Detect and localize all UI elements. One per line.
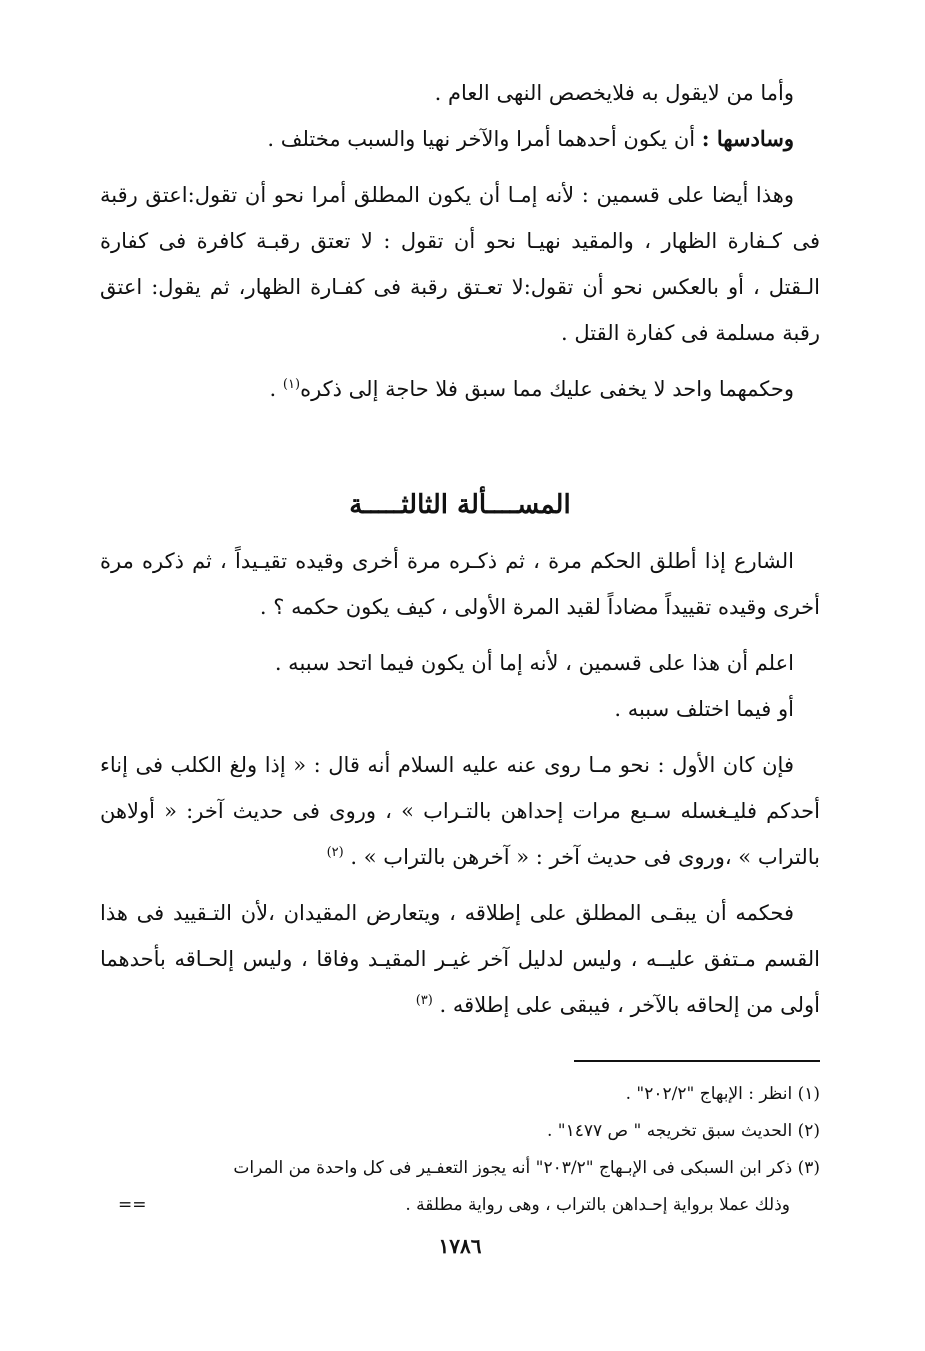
footnote-3-continued-text: وذلك عملا برواية إحـداهن بالتراب ، وهى رواية مطلقة .: [405, 1195, 790, 1215]
paragraph-6: أو فيما اختلف سببه .: [614, 697, 794, 721]
section-heading: المســــألة الثالثـــــة: [349, 490, 571, 520]
footnote-ref-1[interactable]: (١): [282, 377, 301, 392]
paragraph-7-text: فإن كان الأول : نحو مـا روى عنه عليه السلام أنه قال : « إذا ولغ الكلب فى إناء أحدكم فليـغسله سـبع مرات إحداهن بالتـراب » ، وروى فى حديث آخر: « أولاهن بالتراب » ،وروى فى حديث آخر : « آخرهن بالتراب » .: [100, 753, 820, 869]
footnote-ref-3[interactable]: (٣): [415, 993, 433, 1008]
footnote-2: (٢) الحديث سبق تخريجه " ص ١٤٧٧" .: [546, 1121, 820, 1141]
document-page: [100, 70, 820, 1310]
footnotes: [100, 1076, 820, 1224]
paragraph-3-end: .: [269, 377, 277, 401]
lead-term: وسادسها :: [701, 126, 794, 151]
footnote-1: (١) انظر : الإبهاج "٢٠٢/٢" .: [625, 1084, 820, 1104]
paragraph-sixth: [100, 116, 820, 162]
paragraph-1: وأما من لايقول به فلايخصص النهى العام .: [434, 81, 794, 105]
paragraph-3: [100, 366, 820, 412]
footnote-divider: [574, 1060, 820, 1062]
page-number: ١٧٨٦: [438, 1234, 482, 1258]
paragraph-7: [100, 742, 820, 880]
continuation-mark: ==: [118, 1195, 147, 1215]
paragraph-8-text: فحكمه أن يبقـى المطلق على إطلاقه ، ويتعارض المقيدان ،لأن التـقييد فى هذا القسم مـتفق عليــه ، وليس لدليل آخر غيـر المقيـد وفاقا ، وليس إلحـاقه بأحدهما أولى من إلحاقه بالآخر ، فيبقى على إطلاقه .: [100, 901, 820, 1017]
paragraph-8: [100, 890, 820, 1028]
footnote-ref-2[interactable]: (٢): [326, 845, 344, 860]
paragraph-2: وهذا أيضا على قسمين : لأنه إمـا أن يكون المطلق أمرا نحو أن تقول:اعتق رقبة فى كـفارة الظهار ، والمقيد نهيـا نحو أن تقول : لا تعتق رقبـة كافرة فى كفارة الـقتل ، أو بالعكس نحو أن تقول:لا تعـتق رقبة فى كفـارة الظهار، ثم يقول: اعتق رقبة مسلمة فى كفارة القتل .: [100, 183, 820, 345]
paragraph-5: اعلم أن هذا على قسمين ، لأنه إما أن يكون فيما اتحد سببه .: [274, 651, 794, 675]
paragraph-3-text: وحكمهما واحد لا يخفى عليك مما سبق فلا حاجة إلى ذكره: [300, 377, 794, 401]
paragraph-sixth-text: أن يكون أحدهما أمرا والآخر نهيا والسبب مختلف .: [267, 127, 696, 151]
paragraph-4: الشارع إذا أطلق الحكم مرة ، ثم ذكـره مرة أخرى وقيده تقيـيداً ، ثم ذكره مرة أخرى وقيده تقييداً مضاداً لقيد المرة الأولى ، كيف يكون حكمه ؟ .: [100, 549, 820, 619]
footnote-3: (٣) ذكر ابن السبكى فى الإبـهاج "٢٠٣/٢" أنه يجوز التعفـير فى كل واحدة من المرات: [233, 1158, 820, 1178]
footnote-3-continued: [100, 1187, 820, 1224]
